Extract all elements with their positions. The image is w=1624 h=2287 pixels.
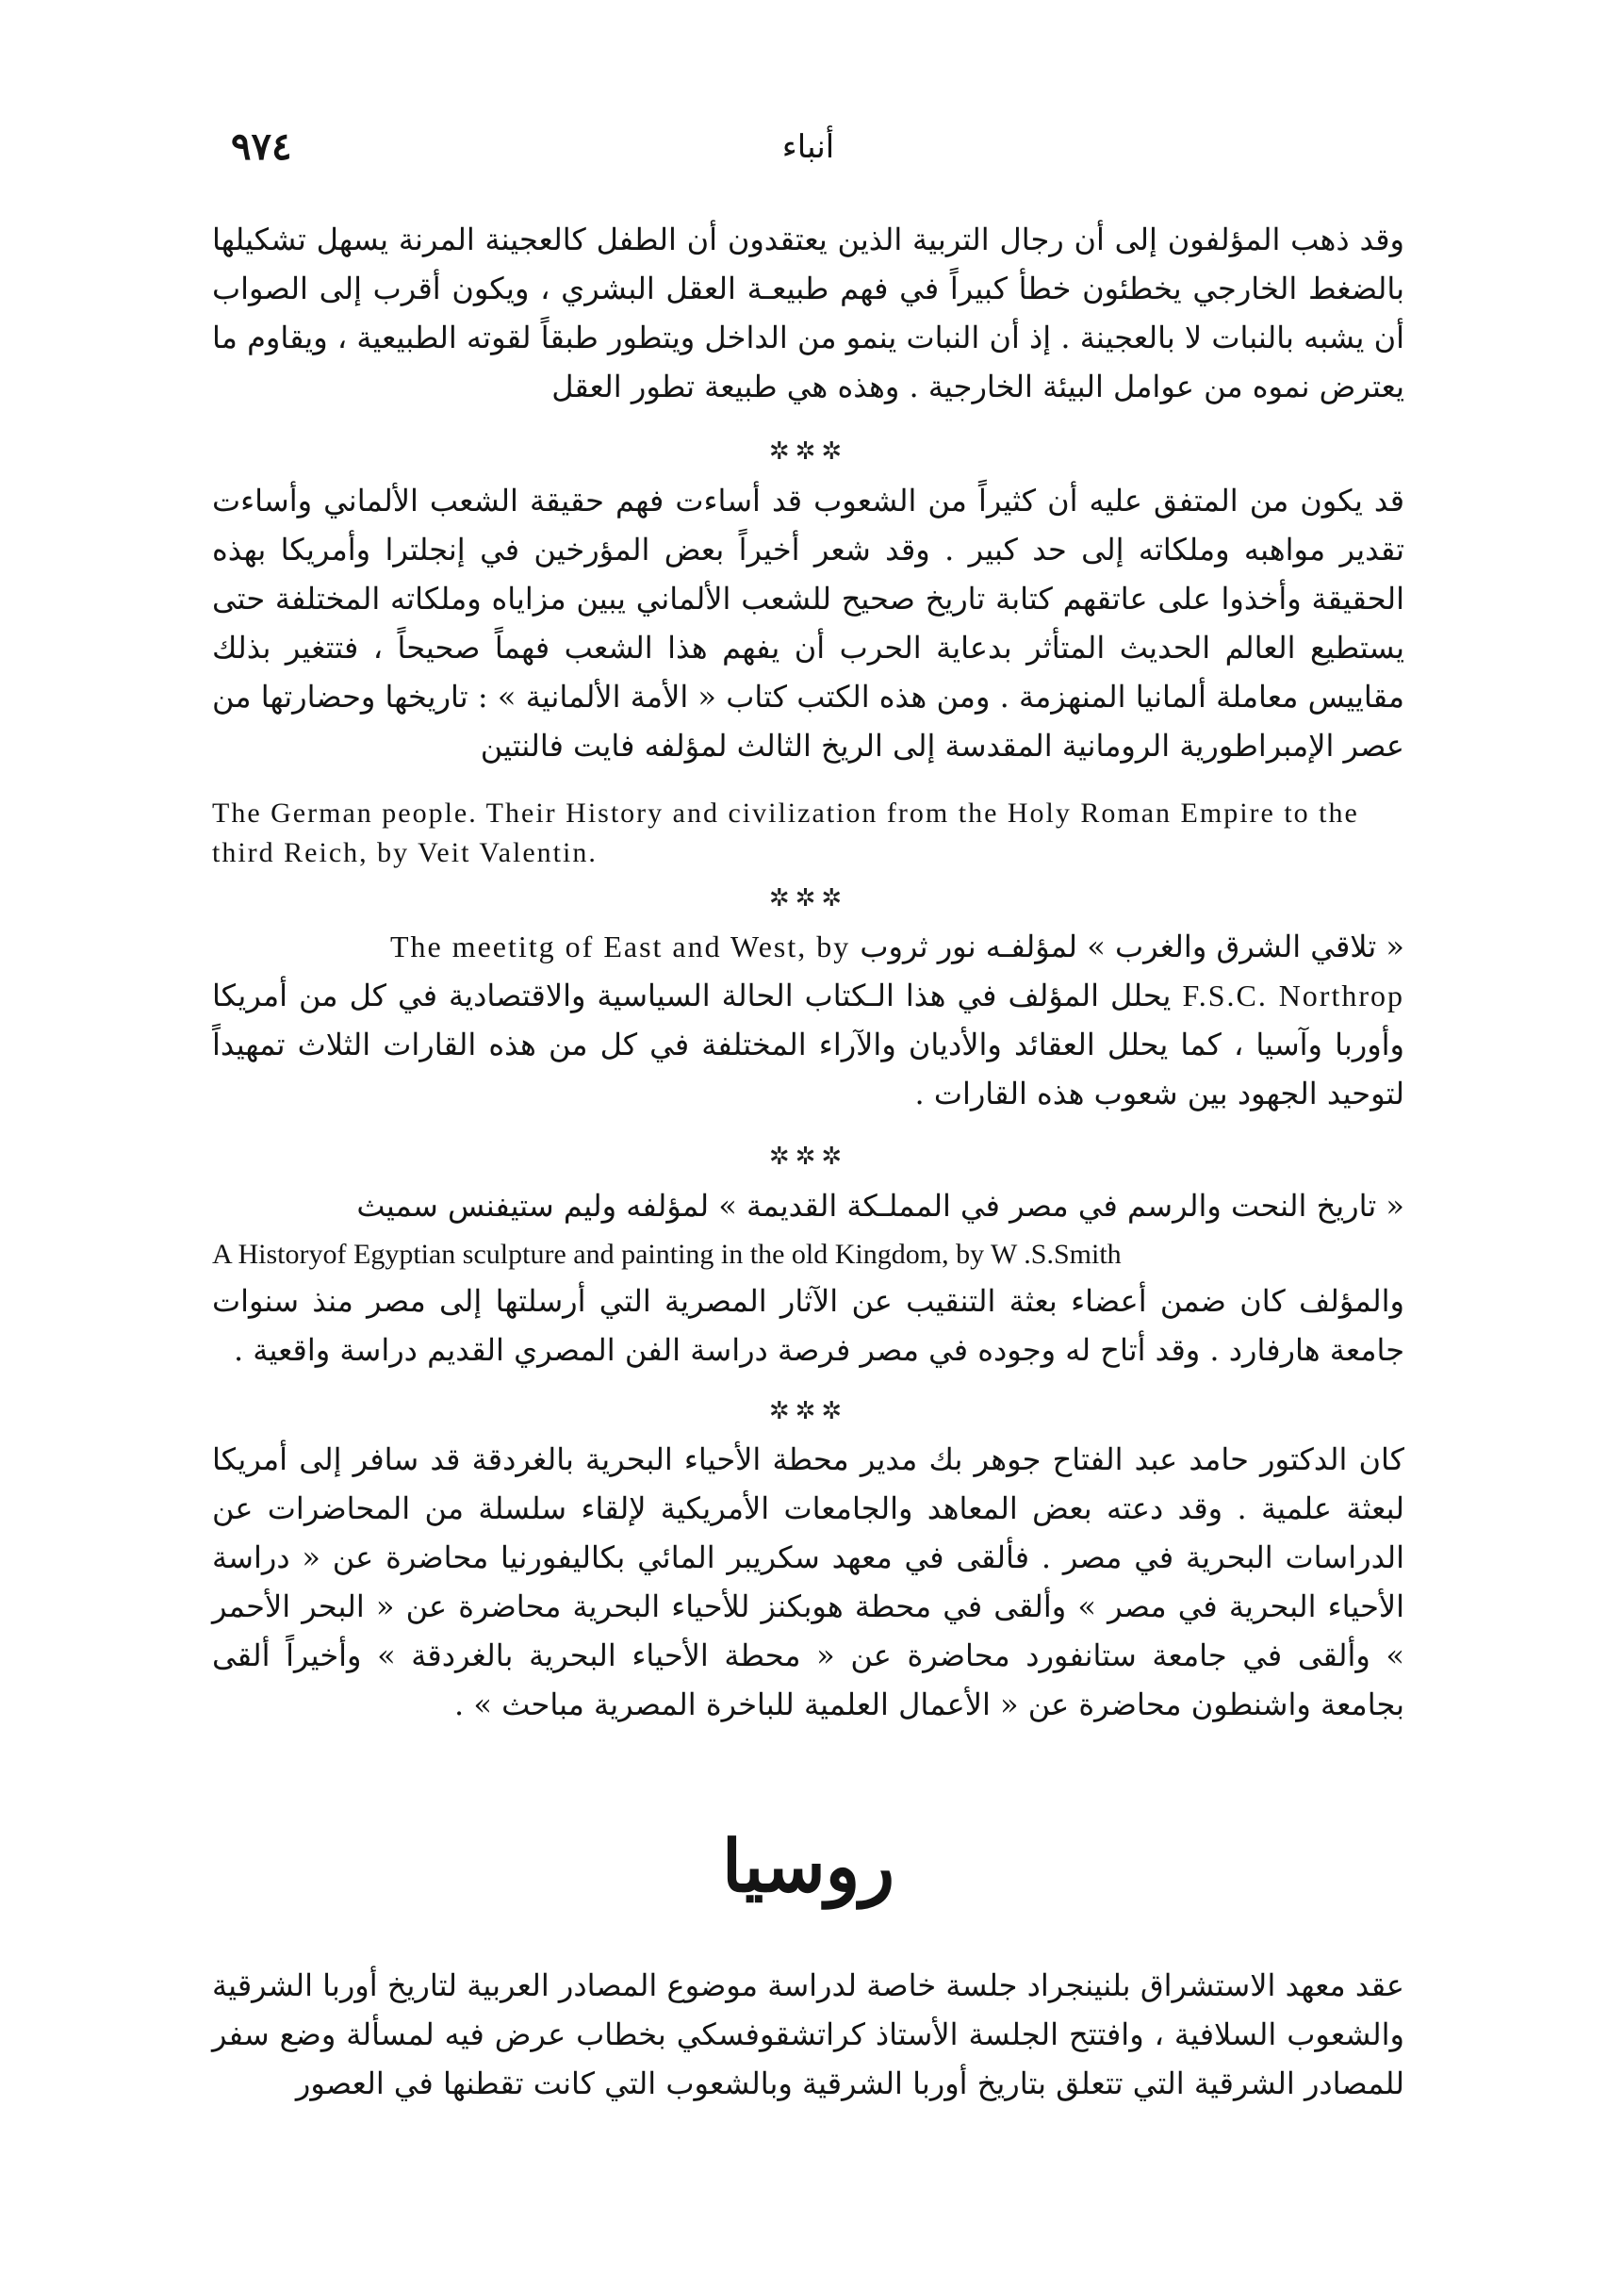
english-book-title: The meetitg of East and West, by bbox=[389, 930, 851, 963]
section-title-russia: روسيا bbox=[721, 1824, 895, 1908]
paragraph-egyptian-art-body bbox=[212, 1276, 1404, 1374]
english-book-title: A Historyof Egyptian sculpture and painting in the old Kingdom, by W .S.Smith bbox=[212, 1239, 1122, 1270]
paragraph-text: والمؤلف كان ضمن أعضاء بعثة التنقيب عن الآثار المصرية التي أرسلتها إلى مصر منذ سنوات جامعة هارفارد . وقد أتاح له وجوده في مصر فرصة دراسة الفن المصري القديم دراسة واقعية . bbox=[212, 1283, 1405, 1368]
paragraph-leningrad bbox=[212, 1961, 1404, 2108]
running-head: أنباء bbox=[781, 128, 835, 166]
arabic-book-title: « تلاقي الشرق والغرب » لمؤلفـه نور ثروب bbox=[860, 929, 1404, 964]
paragraph-child-education bbox=[212, 215, 1404, 411]
paragraph-text: يحلل المؤلف في هذا الـكتاب الحالة السياسية والاقتصادية في كل من أمريكا وأوربا وآسيا ، كما يحلل العقائد والأديان والآراء المختلفة في كل من هذه القارات الثلاث تمهيداً لتوحيد الجهود بين شعوب هذه القارات . bbox=[212, 978, 1404, 1111]
paragraph-egyptian-art bbox=[212, 1181, 1404, 1230]
paragraph-text: كان الدكتور حامد عبد الفتاح جوهر بك مدير محطة الأحياء البحرية بالغردقة قد سافر إلى أمريكا لبعثة علمية . وقد دعته بعض المعاهد والجامعات الأمريكية لإلقاء سلسلة من المحاضرات عن الدراسات البحرية في مصر . فألقى في معهد سكريبر المائي بكاليفورنيا محاضرة عن « دراسة الأحياء البحرية في مصر » وألقى في محطة هوبكنز للأحياء البحرية محاضرة عن « البحر الأحمر » وألقى في جامعة ستانفورد محاضرة عن « محطة الأحياء البحرية بالغردقة » وأخيراً ألقى بجامعة واشنطون محاضرة عن « الأعمال العلمية للباخرة المصرية مباحث » . bbox=[212, 1441, 1405, 1722]
paragraph-text: عقد معهد الاستشراق بلنينجراد جلسة خاصة لدراسة موضوع المصادر العربية لتاريخ أوربا الشرقية والشعوب السلافية ، وافتتح الجلسة الأستاذ كراتشقوفسكي بخطاب عرض فيه لمسألة وضع سفر للمصادر الشرقية التي تتعلق بتاريخ أوربا الشرقية وبالشعوب التي كانت تقطنها في العصور bbox=[212, 1967, 1404, 2101]
paragraph-marine-lectures bbox=[212, 1435, 1404, 1729]
page-number: ٩٧٤ bbox=[231, 124, 292, 169]
author-name: F.S.C. Northrop bbox=[1182, 979, 1405, 1012]
paragraph-text: وقد ذهب المؤلفون إلى أن رجال التربية الذين يعتقدون أن الطفل كالعجينة المرنة يسهل تشكيلها بالضغط الخارجي يخطئون خطأ كبيراً في فهم طبيعـة العقل البشري ، ويكون أقرب إلى الصواب أن يشبه بالنبات لا بالعجينة . إذ أن النبات ينمو من الداخل ويتطور طبقاً لقوته الطبيعية ، ويقاوم ما يعترض نموه من عوامل البيئة الخارجية . وهذه هي طبيعة تطور العقل bbox=[212, 222, 1405, 404]
paragraph-text: قد يكون من المتفق عليه أن كثيراً من الشعوب قد أساءت فهم حقيقة الشعب الألماني وأساءت تقدير مواهبه وملكاته إلى حد كبير . وقد شعر أخيراً بعض المؤرخين في إنجلترا وأمريكا بهذه الحقيقة وأخذوا على عاتقهم كتابة تاريخ صحيح للشعب الألماني يبين مزاياه وملكاته المختلفة حتى يستطيع العالم الحديث المتأثر بدعاية الحرب أن يفهم هذا الشعب فهماً صحيحاً ، فتتغير بذلك مقاييس معاملة ألمانيا المنهزمة . ومن هذه الكتب كتاب « الأمة الألمانية » : تاريخها وحضارتها من عصر الإمبراطورية الرومانية المقدسة إلى الريخ الثالث لمؤلفه فايت فالنتين bbox=[212, 483, 1404, 764]
section-separator: ✲✲✲ bbox=[768, 1143, 848, 1171]
english-book-title: The German people. Their History and civilization from the Holy Roman Empire to the third Reich, by Veit Valentin. bbox=[212, 798, 1359, 868]
section-separator: ✲✲✲ bbox=[768, 1397, 848, 1425]
book-reference-line bbox=[212, 922, 1404, 971]
section-separator: ✲✲✲ bbox=[768, 884, 848, 913]
paragraph-east-west bbox=[212, 922, 1404, 1118]
paragraph-german-people bbox=[212, 476, 1404, 770]
arabic-book-title: « تاريخ النحت والرسم في مصر في المملـكة القديمة » لمؤلفه وليم ستيفنس سميث bbox=[356, 1188, 1404, 1224]
book-title-english bbox=[212, 794, 1404, 873]
section-separator: ✲✲✲ bbox=[768, 437, 848, 466]
paragraph-body bbox=[212, 971, 1404, 1118]
english-title-block bbox=[212, 1235, 1404, 1275]
page-header bbox=[212, 124, 1404, 181]
